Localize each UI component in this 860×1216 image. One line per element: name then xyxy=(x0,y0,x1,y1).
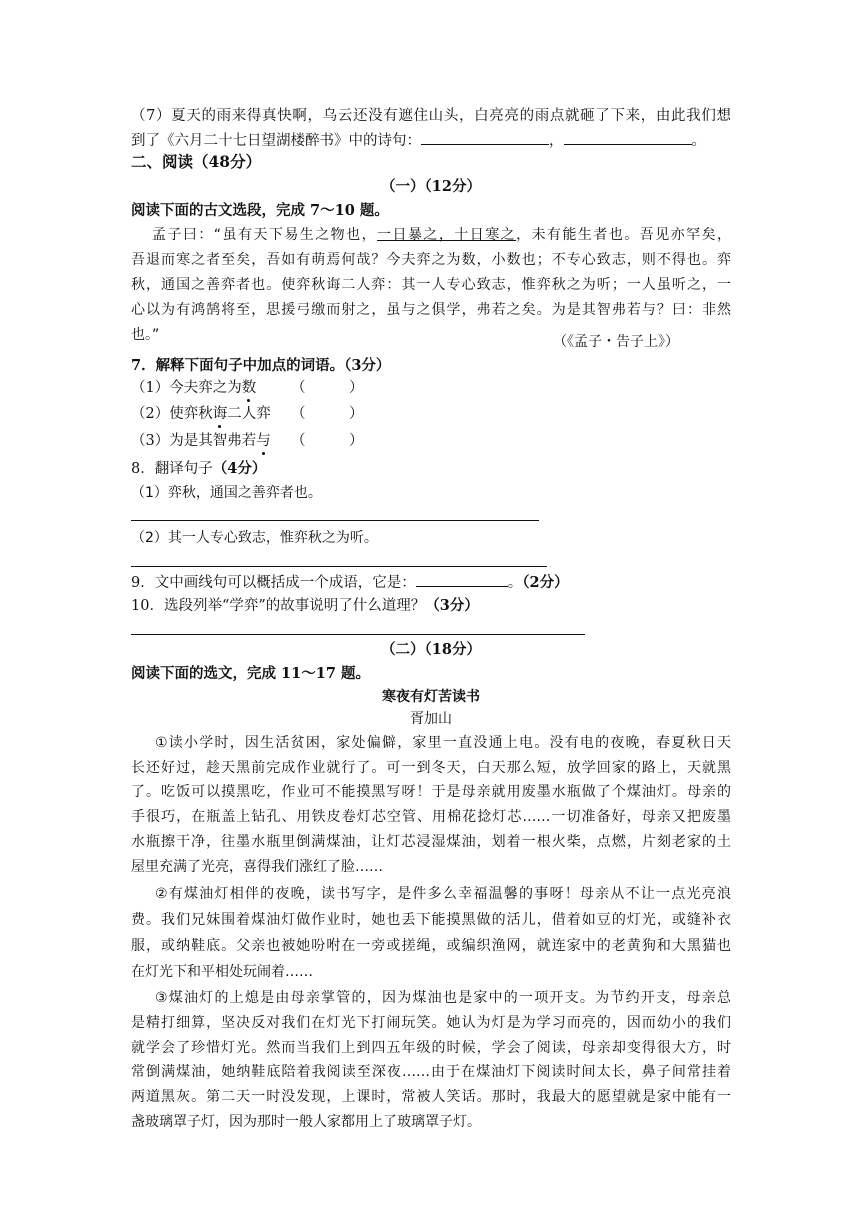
q7-item-2-post: 二人弈 xyxy=(227,406,271,422)
answer-paren[interactable]: （ ） xyxy=(291,406,364,422)
part2-instruction: 阅读下面的选文，完成 11～17 题。 xyxy=(131,665,370,682)
q8-score: （4分） xyxy=(212,460,267,477)
q8-title xyxy=(131,459,731,479)
answer-paren[interactable]: （ ） xyxy=(291,433,364,449)
comma: ， xyxy=(549,133,564,149)
q10-text: 10．选段列举“学弈”的故事说明了什么道理？ xyxy=(131,598,426,614)
q8-title-text: 8．翻译句子 xyxy=(131,461,213,477)
q9-score: （2分） xyxy=(522,574,569,591)
dotted-word: 数 xyxy=(241,380,257,396)
paragraph-3-line-4: 常倒满煤油，她纳鞋底陪着我阅读至深夜……由于在煤油灯下阅读时间太长，鼻子间常挂着 xyxy=(131,1064,731,1080)
classical-text-line-4: 心以为有鸿鹄将至，思援弓缴而射之，虽与之俱学，弗若之矣。为是其智弗若与？曰：非然 xyxy=(131,302,731,318)
q8-sentence-2: （2）其一人专心致志，惟弈秋之为听。 xyxy=(131,530,378,546)
classical-text-line-1-rest: ，未有能生者也。吾见亦罕矣， xyxy=(516,227,732,243)
poem-blank-2[interactable] xyxy=(564,130,692,145)
answer-line[interactable] xyxy=(131,634,585,635)
q7-item-1 xyxy=(131,378,731,398)
paragraph-3-line-1: ③煤油灯的上熄是由母亲掌管的，因为煤油也是家中的一项开支。为节约开支，母亲总 xyxy=(155,990,731,1006)
paragraph-3-line-3: 就学会了珍惜灯光。然而当我们上到四五年级的时候，学会了阅读，母亲却变得很大方，时 xyxy=(131,1040,731,1056)
classical-text-line-5: 也。” xyxy=(131,327,160,343)
q9-blank[interactable] xyxy=(416,572,508,587)
part1-heading: （一）（12分） xyxy=(381,178,481,195)
paragraph-2-line-3: 服，或纳鞋底。父亲也被她吩咐在一旁或搓绳，或编织渔网，就连家中的老黄狗和大黑猫也 xyxy=(131,938,731,954)
paragraph-3-line-6: 盏玻璃罩子灯，因为那时一般人家都用上了玻璃罩子灯。 xyxy=(131,1114,481,1130)
part1-instruction: 阅读下面的古文选段，完成 7～10 题。 xyxy=(131,202,389,219)
q10-score: （3分） xyxy=(425,597,479,614)
q7-poem-line2 xyxy=(131,130,731,151)
article-title: 寒夜有灯苦读书 xyxy=(382,689,480,705)
source-citation: （《孟子・告子上》） xyxy=(553,334,679,350)
paragraph-1-line-2: 长还好过，趁天黑前完成作业就行了。可一到冬天，白天那么短，放学回家的路上，天就黑 xyxy=(131,760,731,776)
paragraph-3-line-5: 两道黑灰。第二天一时没发现，上课时，常被人笑话。那时，我最大的愿望就是家中能有一 xyxy=(131,1089,731,1105)
q7-poem-line2-text: 到了《六月二十七日望湖楼醉书》中的诗句： xyxy=(131,133,421,149)
poem-blank-1[interactable] xyxy=(421,130,549,145)
underlined-phrase: 一日暴之，十日寒之 xyxy=(377,227,517,243)
q7-item-2 xyxy=(131,404,731,424)
q7-item-3-text: （3）为是其智弗若 xyxy=(131,433,257,449)
answer-line[interactable] xyxy=(131,520,539,521)
paragraph-2-line-1: ②有煤油灯相伴的夜晚，读书写字，是件多么幸福温馨的事呀！母亲从不让一点光亮浪 xyxy=(155,886,731,902)
q9-text: 9．文中画线句可以概括成一个成语，它是： xyxy=(131,575,416,591)
dotted-word: 诲 xyxy=(212,406,228,422)
q7-item-3 xyxy=(131,431,731,451)
paragraph-1-line-5: 水瓶擦干净，往墨水瓶里倒满煤油，让灯芯浸湿煤油，划着一根火柴，点燃，片刻老家的土 xyxy=(131,834,731,850)
classical-text-line-3: 秋，通国之善弈者也。使弈秋诲二人弈：其一人专心致志，惟弈秋之为听；一人虽听之，一 xyxy=(131,277,731,293)
classical-text-line-1 xyxy=(152,225,731,245)
section-2-title: 二、阅读（48分） xyxy=(131,152,262,171)
period: 。 xyxy=(691,133,706,149)
q7-poem-line1: （7）夏天的雨来得真快啊，乌云还没有遮住山头，白亮亮的雨点就砸了下来，由此我们想 xyxy=(131,108,731,124)
q7-title: 7．解释下面句子中加点的词语。（3分） xyxy=(131,357,391,374)
classical-text-line-1-start: 孟子曰：“虽有天下易生之物也， xyxy=(152,227,378,243)
paragraph-1-line-1: ①读小学时，因生活贫困，家处偏僻，家里一直没通上电。没有电的夜晚，春夏秋日天 xyxy=(155,735,731,751)
q9-period: 。 xyxy=(507,575,523,591)
paragraph-2-line-2: 费。我们兄妹围着煤油灯做作业时，她也丢下能摸黑做的活儿，借着如豆的灯光，或缝补衣 xyxy=(131,912,731,928)
q8-sentence-1: （1）弈秋，通国之善弈者也。 xyxy=(131,485,322,501)
answer-paren[interactable]: （ ） xyxy=(291,380,364,396)
q9 xyxy=(131,572,731,593)
paragraph-1-line-6: 屋里充满了光亮，喜得我们涨红了脸…… xyxy=(131,859,383,875)
answer-line[interactable] xyxy=(131,566,547,567)
paragraph-1-line-4: 手很巧，在瓶盖上钻孔、用铁皮卷灯芯空管、用棉花捻灯芯……一切准备好，母亲又把废墨 xyxy=(131,809,731,825)
q7-item-1-text: （1）今夫弈之为 xyxy=(131,380,242,396)
paragraph-1-line-3: 了。吃饭可以摸黑吃，作业可不能摸黑写呀！于是母亲就用废墨水瓶做了个煤油灯。母亲的 xyxy=(131,784,731,800)
paragraph-3-line-2: 是精打细算，坚决反对我们在灯光下打闹玩笑。她认为灯是为学习而亮的，因而幼小的我们 xyxy=(131,1015,731,1031)
q10 xyxy=(131,596,731,616)
paragraph-2-line-4: 在灯光下和平相处玩闹着…… xyxy=(131,964,313,980)
dotted-word: 与 xyxy=(256,433,271,449)
q7-item-2-text: （2）使弈秋 xyxy=(131,406,213,422)
classical-text-line-2: 吾退而寒之者至矣，吾如有萌焉何哉？今夫弈之为数，小数也；不专心致志，则不得也。弈 xyxy=(131,252,731,268)
part2-heading: （二）（18分） xyxy=(381,641,481,658)
article-author: 胥加山 xyxy=(410,711,452,727)
